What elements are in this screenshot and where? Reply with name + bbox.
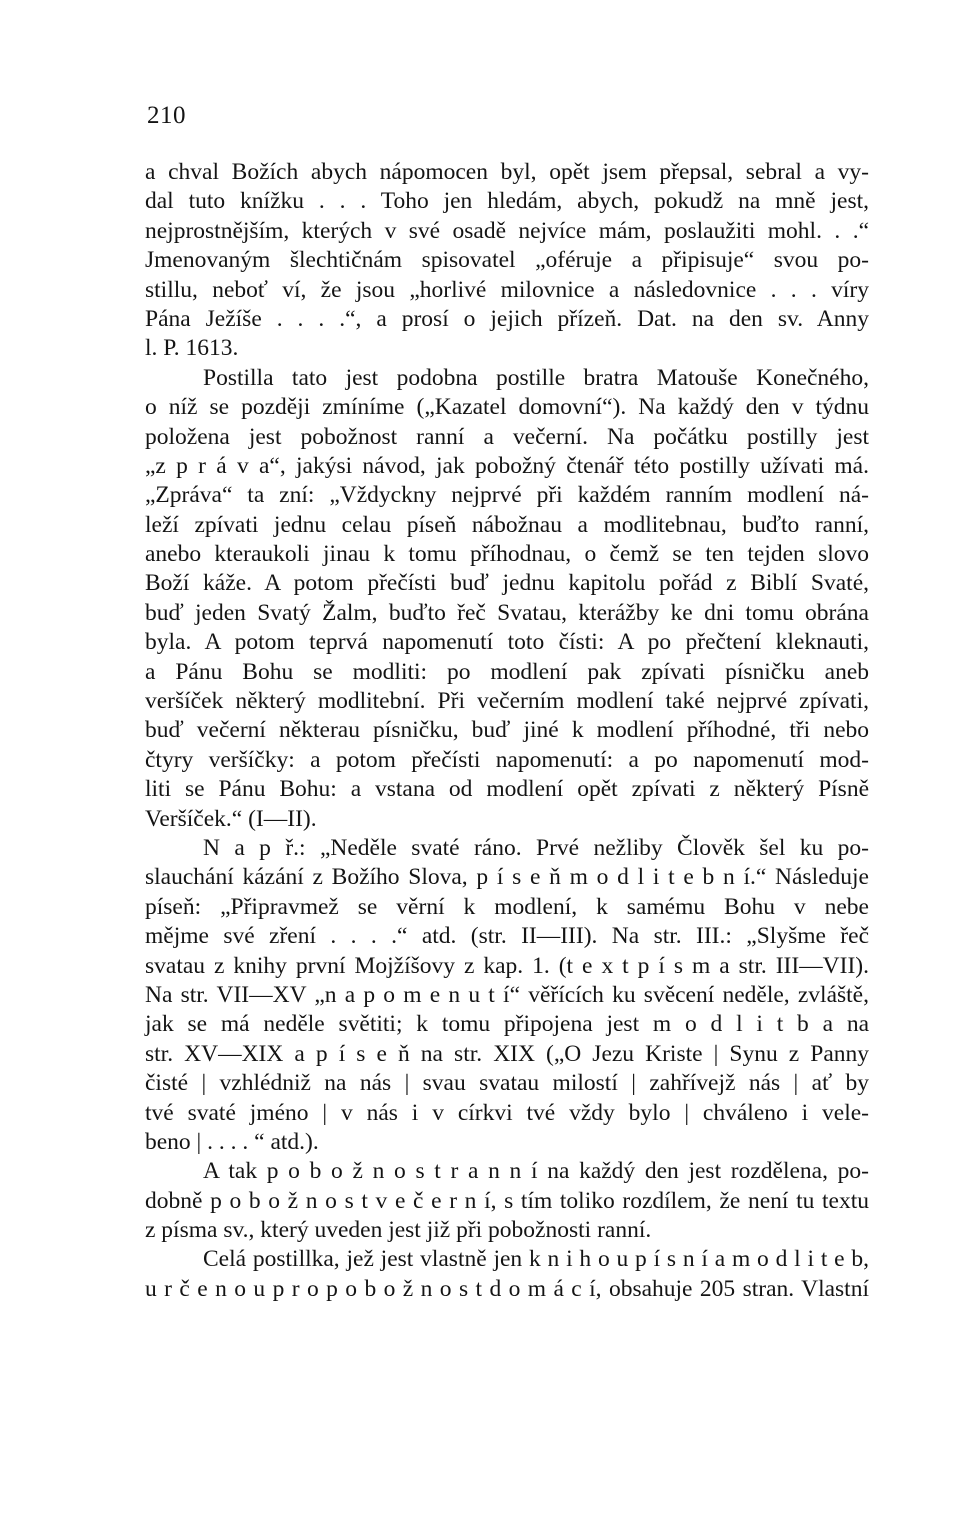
text-line: liti se Pánu Bohu: a vstana od modlení opět zpívati z některý Písně: [145, 776, 869, 803]
text-line: buď jeden Svatý Žalm, buďto řeč Svatau, kterážby ke dni tomu obrána: [145, 599, 869, 626]
text-line: A tak p o b o ž n o s t r a n n í na každý den jest rozdělena, po-: [203, 1158, 869, 1185]
paragraph: [145, 158, 869, 364]
text-line: mějme své zření . . . .“ atd. (str. II—III). Na str. III.: „Slyšme řeč: [145, 923, 869, 950]
text-line: jak se má neděle světiti; k tomu připojena jest m o d l i t b a na: [145, 1011, 869, 1038]
text-line: „z p r á v a“, jakýsi návod, jak pobožný čtenář této postilly užívati má.: [145, 452, 869, 479]
text-line: byla. A potom teprvá napomenutí toto čísti: A po přečtení kleknauti,: [145, 629, 869, 656]
text-line: buď večerní některau písničku, buď jiné k modlení příhodné, tři nebo: [145, 717, 869, 744]
text-line: anebo kteraukoli jinau k tomu příhodnau, o čemž se ten tejden slovo: [145, 541, 869, 568]
paragraph: [145, 1245, 869, 1304]
text-line: slauchání kázání z Božího Slova, p í s e ň m o d l i t e b n í.“ Následuje: [145, 864, 869, 891]
text-line: N a p ř.: „Neděle svaté ráno. Prvé nežliby Člověk šel ku po-: [203, 834, 869, 861]
text-line: píseň: „Připravmež se věrní k modlení, k samému Bohu v nebe: [145, 893, 869, 920]
body-text: [145, 158, 869, 1304]
text-line: stillu, neboť ví, že jsou „horlivé milovnice a následovnice . . . víry: [145, 276, 869, 303]
text-line: Veršíček.“ (I—II).: [145, 805, 317, 832]
text-line: leží zpívati jednu celau píseň nábožnau a modlitebnau, buďto ranní,: [145, 511, 869, 538]
text-line: Boží káže. A potom přečísti buď jednu kapitolu pořád z Biblí Svaté,: [145, 570, 869, 597]
paragraph: [145, 834, 869, 1157]
text-line: dal tuto knížku . . . Toho jen hledám, abych, pokudž na mně jest,: [145, 188, 869, 215]
paragraph: [145, 1157, 869, 1245]
text-line: dobně p o b o ž n o s t v e č e r n í, s tím toliko rozdílem, že není tu textu: [145, 1187, 869, 1214]
text-line: svatau z knihy první Mojžíšovy z kap. 1. (t e x t p í s m a str. III—VII).: [145, 952, 869, 979]
text-line: u r č e n o u p r o p o b o ž n o s t d o m á c í, obsahuje 205 stran. Vlastní: [145, 1275, 869, 1302]
text-line: Celá postillka, jež jest vlastně jen k n i h o u p í s n í a m o d l i t e b,: [203, 1246, 869, 1273]
text-line: čisté | vzhlédniž na nás | svau svatau milostí | zahřívejž nás | ať by: [145, 1070, 869, 1097]
text-line: beno | . . . . “ atd.).: [145, 1128, 319, 1155]
text-line: Postilla tato jest podobna postille bratra Matouše Konečného,: [203, 364, 869, 391]
text-line: a chval Božích abych nápomocen byl, opět jsem přepsal, sebral a vy-: [145, 159, 869, 185]
text-line: l. P. 1613.: [145, 335, 239, 362]
page-number: 210: [147, 102, 186, 129]
text-line: Na str. VII—XV „n a p o m e n u t í“ věřících ku svěcení neděle, zvláště,: [145, 981, 869, 1008]
text-line: Jmenovaným šlechtičnám spisovatel „oféruje a připisuje“ svou po-: [145, 247, 869, 274]
text-line: „Zpráva“ ta zní: „Vždyckny nejprvé při každém ranním modlení ná-: [145, 482, 869, 509]
text-line: nejprostnějším, kterých v své osadě nejvíce mám, poslaužiti mohl. . .“: [145, 217, 869, 244]
text-line: tvé svaté jméno | v nás i v církvi tvé vždy bylo | chváleno i vele-: [145, 1099, 869, 1126]
paragraph: [145, 364, 869, 834]
text-line: čtyry veršíčky: a potom přečísti napomenutí: a po napomenutí mod-: [145, 746, 869, 773]
text-line: a Pánu Bohu se modliti: po modlení pak zpívati písničku aneb: [145, 658, 869, 685]
text-line: str. XV—XIX a p í s e ň na str. XIX („O Jezu Kriste | Synu z Panny: [145, 1040, 869, 1067]
text-line: z písma sv., který uveden jest již při pobožnosti ranní.: [145, 1217, 652, 1244]
text-line: položena jest pobožnost ranní a večerní. Na počátku postilly jest: [145, 423, 869, 450]
text-line: veršíček některý modlitební. Při večerním modlení také nejprvé zpívati,: [145, 688, 869, 715]
text-line: Pána Ježíše . . . .“, a prosí o jejich přízeň. Dat. na den sv. Anny: [145, 305, 869, 332]
text-line: o níž se později zmíníme („Kazatel domovní“). Na každý den v týdnu: [145, 394, 869, 421]
